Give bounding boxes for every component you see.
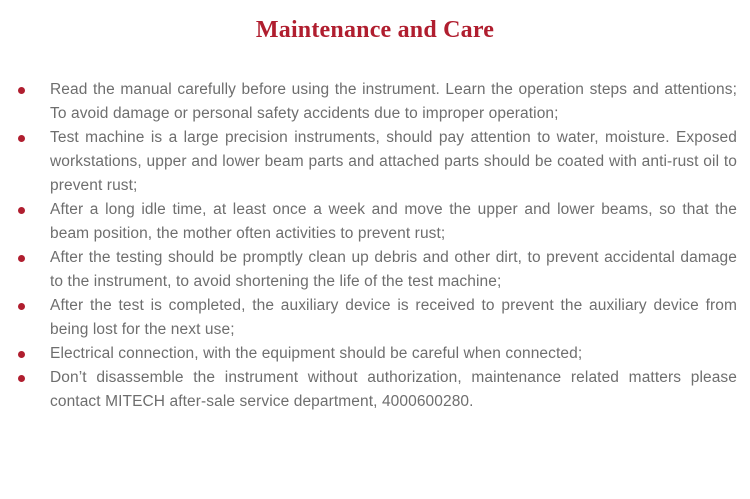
list-item-text: Test machine is a large precision instruments, should pay attention to water, moisture. Exposed workstations, upper and lower beam parts and attached parts should be coated with anti-rust oil to prevent rust; — [50, 129, 737, 194]
list-item-text: After a long idle time, at least once a week and move the upper and lower beams, so that the beam position, the mother often activities to prevent rust; — [50, 201, 737, 242]
list-item — [0, 246, 750, 294]
title-section — [0, 0, 750, 45]
list-item — [0, 198, 750, 246]
list-item-text: Read the manual carefully before using the instrument. Learn the operation steps and attentions; To avoid damage or personal safety accidents due to improper operation; — [50, 81, 737, 122]
list-item-text: After the testing should be promptly clean up debris and other dirt, to prevent accidental damage to the instrument, to avoid shortening the life of the test machine; — [50, 249, 737, 290]
bullet-icon — [18, 303, 25, 310]
bullet-icon — [18, 207, 25, 214]
bullet-icon — [18, 135, 25, 142]
list-item — [0, 78, 750, 126]
bullet-icon — [18, 351, 25, 358]
list-item-text: Don’t disassemble the instrument without authorization, maintenance related matters please contact MITECH after-sale service department, 4000600280. — [50, 369, 737, 410]
maintenance-instructions-list — [0, 78, 750, 414]
list-item-text: After the test is completed, the auxiliary device is received to prevent the auxiliary device from being lost for the next use; — [50, 297, 737, 338]
bullet-icon — [18, 255, 25, 262]
list-item — [0, 342, 750, 366]
list-item — [0, 366, 750, 414]
page-title: Maintenance and Care — [255, 17, 495, 43]
list-item — [0, 126, 750, 198]
list-item-text: Electrical connection, with the equipment should be careful when connected; — [50, 345, 583, 362]
list-item — [0, 294, 750, 342]
bullet-icon — [18, 375, 25, 382]
bullet-icon — [18, 87, 25, 94]
